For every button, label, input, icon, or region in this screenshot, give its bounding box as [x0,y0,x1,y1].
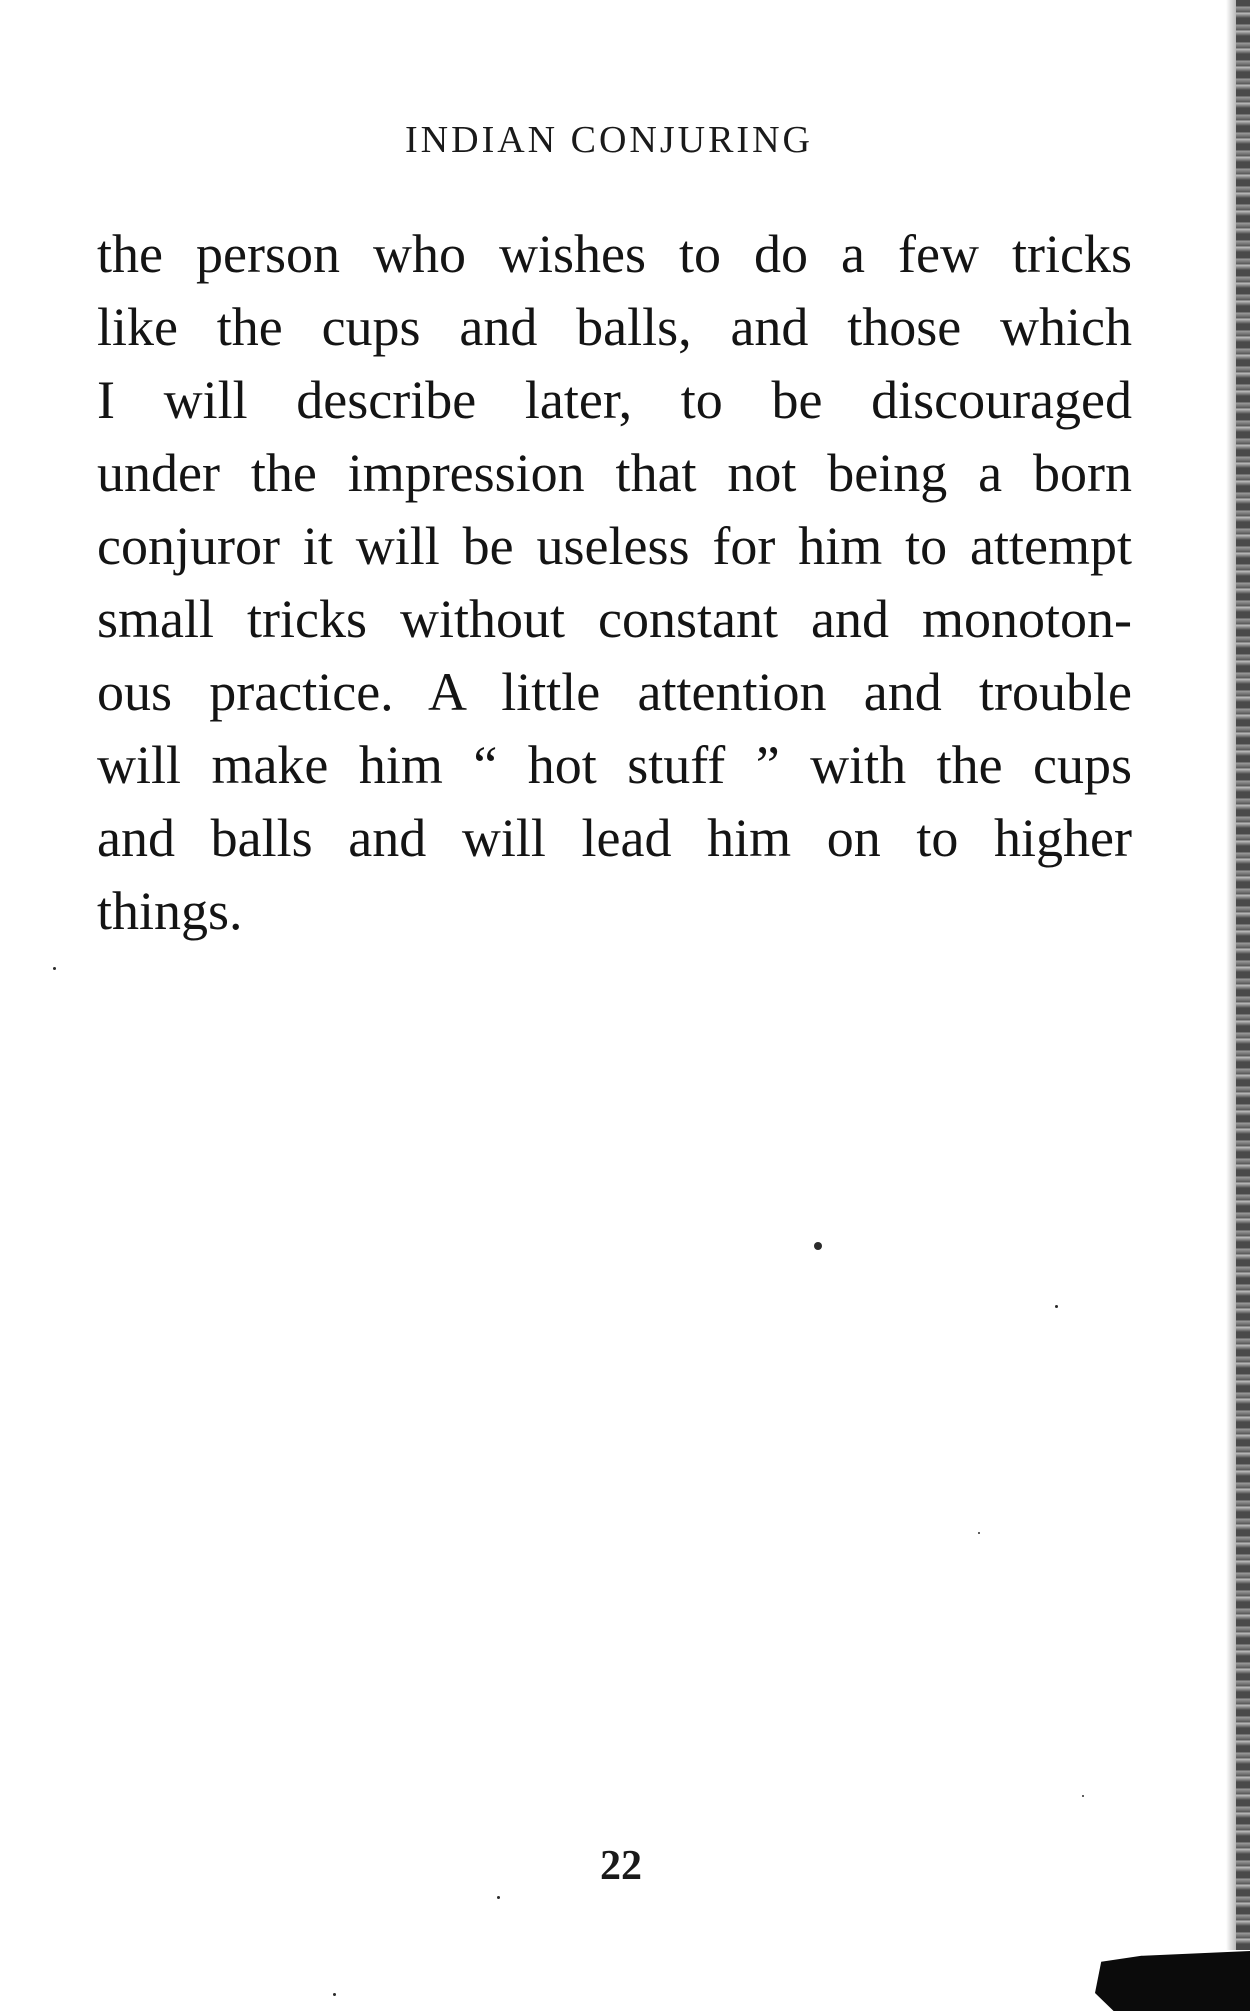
page-edge-shading [1226,0,1236,1950]
text-line: ous practice. A little attention and trouble [97,662,1132,722]
text-line: things. [97,881,243,941]
scan-speck [814,1242,822,1250]
text-line: under the impression that not being a born [97,443,1132,503]
corner-scan-blot [1095,1951,1250,2011]
body-text [97,218,1132,948]
running-head: INDIAN CONJURING [405,119,813,161]
page-number: 22 [600,1843,642,1889]
scan-speck [53,967,56,970]
scan-speck [333,1993,336,1996]
text-line: I will describe later, to be discouraged [97,370,1132,430]
scan-speck [497,1896,500,1899]
scan-speck [1082,1795,1084,1797]
text-line: small tricks without constant and monoton- [97,589,1132,649]
text-line: the person who wishes to do a few tricks [97,224,1132,284]
text-line: conjuror it will be useless for him to attempt [97,516,1132,576]
text-line: and balls and will lead him on to higher [97,808,1132,868]
text-line: will make him “ hot stuff ” with the cups [97,735,1132,795]
scan-speck [1055,1305,1058,1308]
text-line: like the cups and balls, and those which [97,297,1132,357]
page-edge-scan-artifact [1236,0,1250,1950]
scan-speck [978,1532,980,1534]
